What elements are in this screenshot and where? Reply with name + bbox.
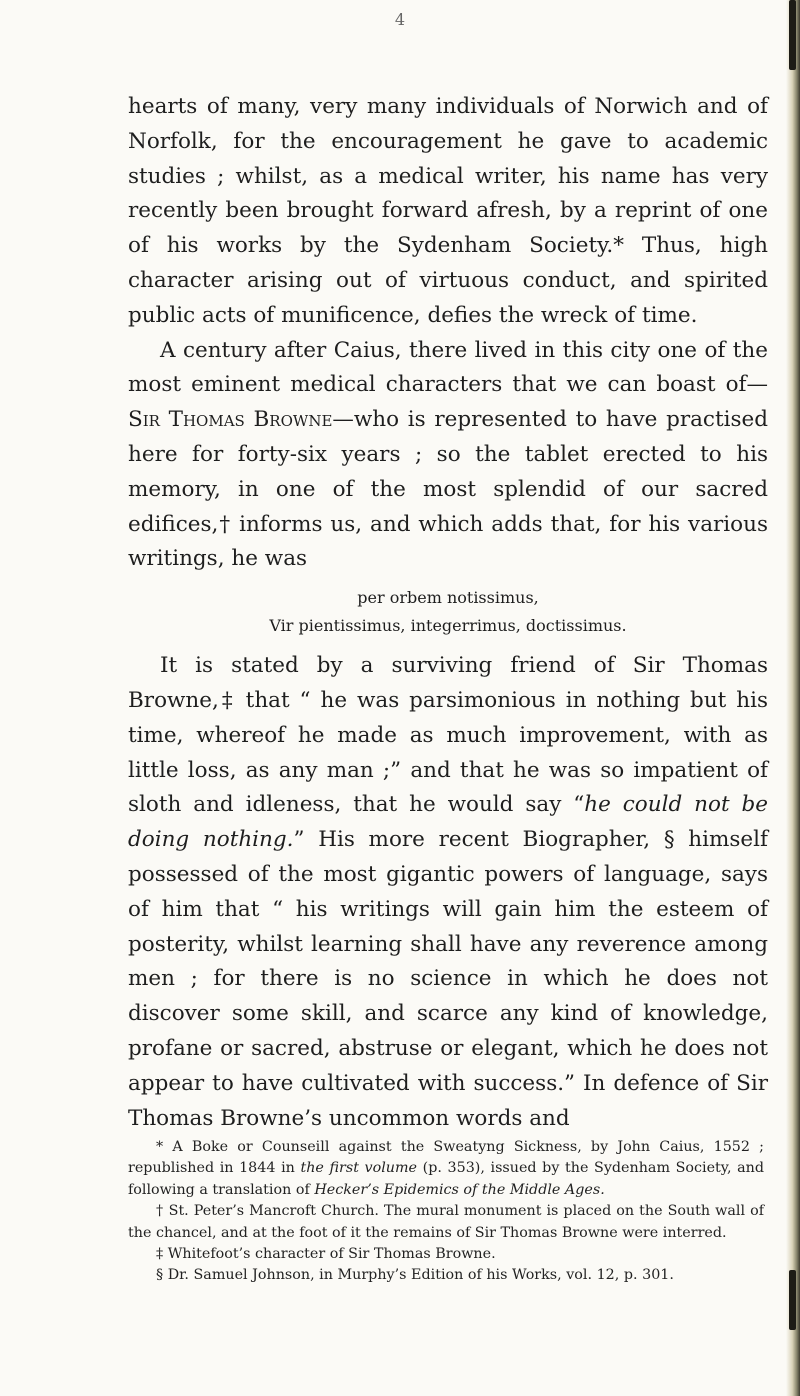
person-name: Sir Thomas Browne: [128, 407, 333, 433]
paragraph-text: A century after Caius, there lived in this city one of the most eminent medical characters that we can boast of—: [128, 337, 768, 398]
footnote: § Dr. Samuel Johnson, in Murphy’s Edition of his Works, vol. 12, p. 301.: [156, 1267, 674, 1284]
paragraph-text: ” His more recent Biographer, § himself possessed of the most gigantic powers of language, says of him that “ his writings will gain him the esteem of posterity, whilst learning shall have any reverence among men ; for there is no science in which he does not discover some skill, and scarce any kind of knowledge, profane or sacred, abstruse or elegant, which he does not appear to have cultivated with success.” In defence of Sir Thomas Browne’s uncommon words and: [128, 827, 768, 1131]
footnote-text: * A Boke or Counseill against the Sweatyng Sickness, by John Caius, 1552 ; republished in 1844 in: [128, 1139, 764, 1177]
footnote-text: (p. 353), issued by the Sydenham Society, and following a translation of: [128, 1160, 765, 1198]
paragraph-text: —who is represented to have practised here for forty-six years ; so the tablet erected to his memory, in one of the most splendid of our sacred edifices,† informs us, and which adds that, for his various writings, he was: [128, 407, 769, 572]
footnote: ‡ Whitefoot’s character of Sir Thomas Browne.: [156, 1246, 496, 1263]
page-edge-shadow: [786, 0, 800, 1396]
paragraph-text: It is stated by a surviving friend of Sir Thomas Browne,‡ that “ he was parsimonious in nothing but his time, whereof he made as much improvement, with as little loss, as any man ;” and that he was so impatient of sloth and idleness, that he would say “: [128, 653, 768, 818]
footnotes: [128, 1137, 764, 1287]
footnote: [128, 1137, 764, 1201]
footnote-italic: Hecker’s Epidemics of the Middle Ages.: [314, 1181, 605, 1198]
paragraph-character: [128, 649, 768, 1136]
italic-quote: he could not be doing nothing.: [128, 792, 768, 853]
binding-mark: [789, 1270, 796, 1330]
footnote-italic: the first volume: [300, 1160, 418, 1177]
page-number: 4: [394, 10, 406, 29]
body-text: [128, 90, 768, 1136]
footnote: † St. Peter’s Mancroft Church. The mural monument is placed on the South wall of the chancel, and at the foot of it the remains of Sir Thomas Browne were interred.: [128, 1203, 764, 1241]
epitaph-line: per orbem notissimus,: [357, 588, 539, 608]
paragraph-continuation: hearts of many, very many individuals of Norwich and of Norfolk, for the encouragement he gave to academic studies ; whilst, as a medical writer, his name has very recently been brought forward afresh, by a reprint of one of his works by the Sydenham Society.* Thus, high character arising out of virtuous conduct, and spirited public acts of munificence, defies the wreck of time.: [128, 94, 768, 328]
epitaph-quotation: [128, 584, 768, 640]
epitaph-line: Vir pientissimus, integerrimus, doctissimus.: [269, 616, 627, 636]
paragraph-browne: [128, 334, 768, 578]
binding-mark: [789, 0, 796, 70]
